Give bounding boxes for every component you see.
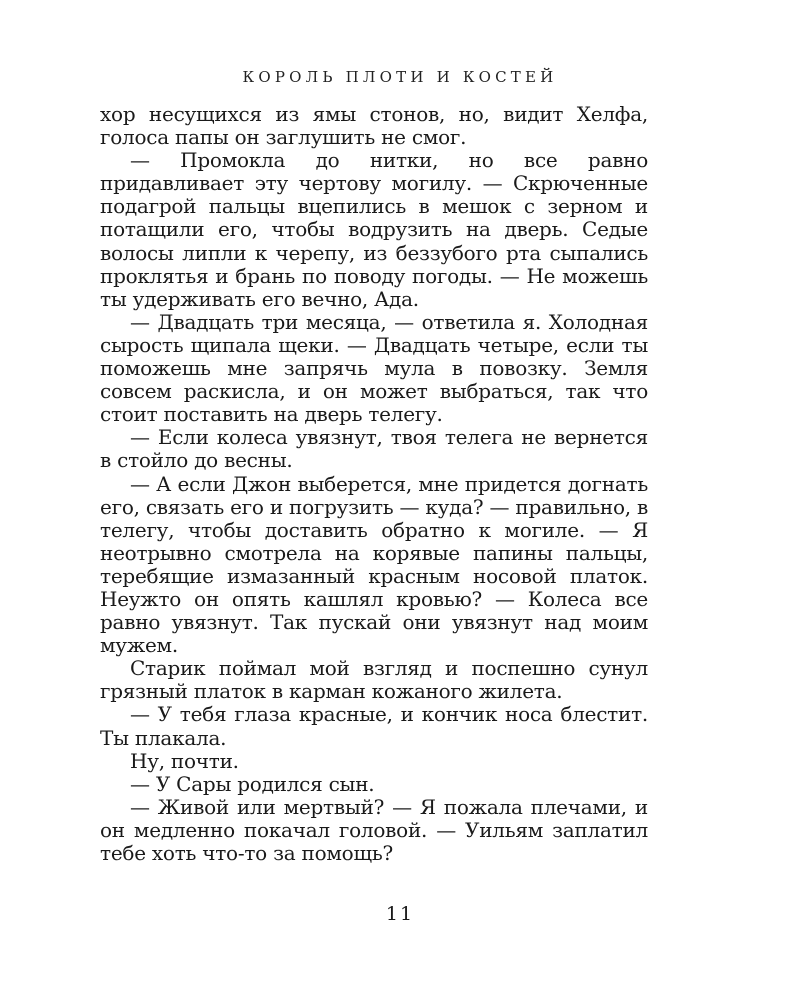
paragraph: хор несущихся из ямы стонов, но, видит Хелфа, голоса папы он заглушить не смог. [100,102,648,150]
paragraph: — Промокла до нитки, но все равно придавливает эту чертову могилу. — Скрюченные подагрой пальцы вцепились в мешок с зерном и потащили его, чтобы водрузить на дверь. Седые волосы липли к черепу, из беззубого рта сыпались проклятья и брань по поводу погоды. — Не можешь ты удерживать его вечно, Ада. [100,148,648,311]
page-number: 11 [385,903,415,925]
paragraph: Старик поймал мой взгляд и поспешно сунул грязный платок в карман кожаного жилета. [100,656,648,704]
paragraph: — Если колеса увязнут, твоя телега не вернется в стойло до весны. [100,425,648,473]
paragraph: — А если Джон выберется, мне придется догнать его, связать его и погрузить — куда? — правильно, в телегу, чтобы доставить обратно к могиле. — Я неотрывно смотрела на корявые папины пальцы, теребящие измазанный красным носовой платок. Неужто он опять кашлял кровью? — Колеса все равно увязнут. Так пускай они увязнут над моим мужем. [100,471,648,658]
paragraph: — У Сары родился сын. [130,771,375,796]
paragraph: Ну, почти. [130,748,239,773]
running-head: КОРОЛЬ ПЛОТИ И КОСТЕЙ [242,68,558,86]
paragraph: — Живой или мертвый? — Я пожала плечами, и он медленно покачал головой. — Уильям заплатил тебе хоть что-то за помощь? [100,794,648,865]
paragraph: — У тебя глаза красные, и кончик носа блестит. Ты плакала. [100,702,648,750]
body-text [100,103,648,865]
paragraph: — Двадцать три месяца, — ответила я. Холодная сырость щипала щеки. — Двадцать четыре, если ты поможешь мне запрячь мула в повозку. Земля совсем раскисла, и он может выбраться, так что стоит поставить на дверь телегу. [100,309,648,427]
